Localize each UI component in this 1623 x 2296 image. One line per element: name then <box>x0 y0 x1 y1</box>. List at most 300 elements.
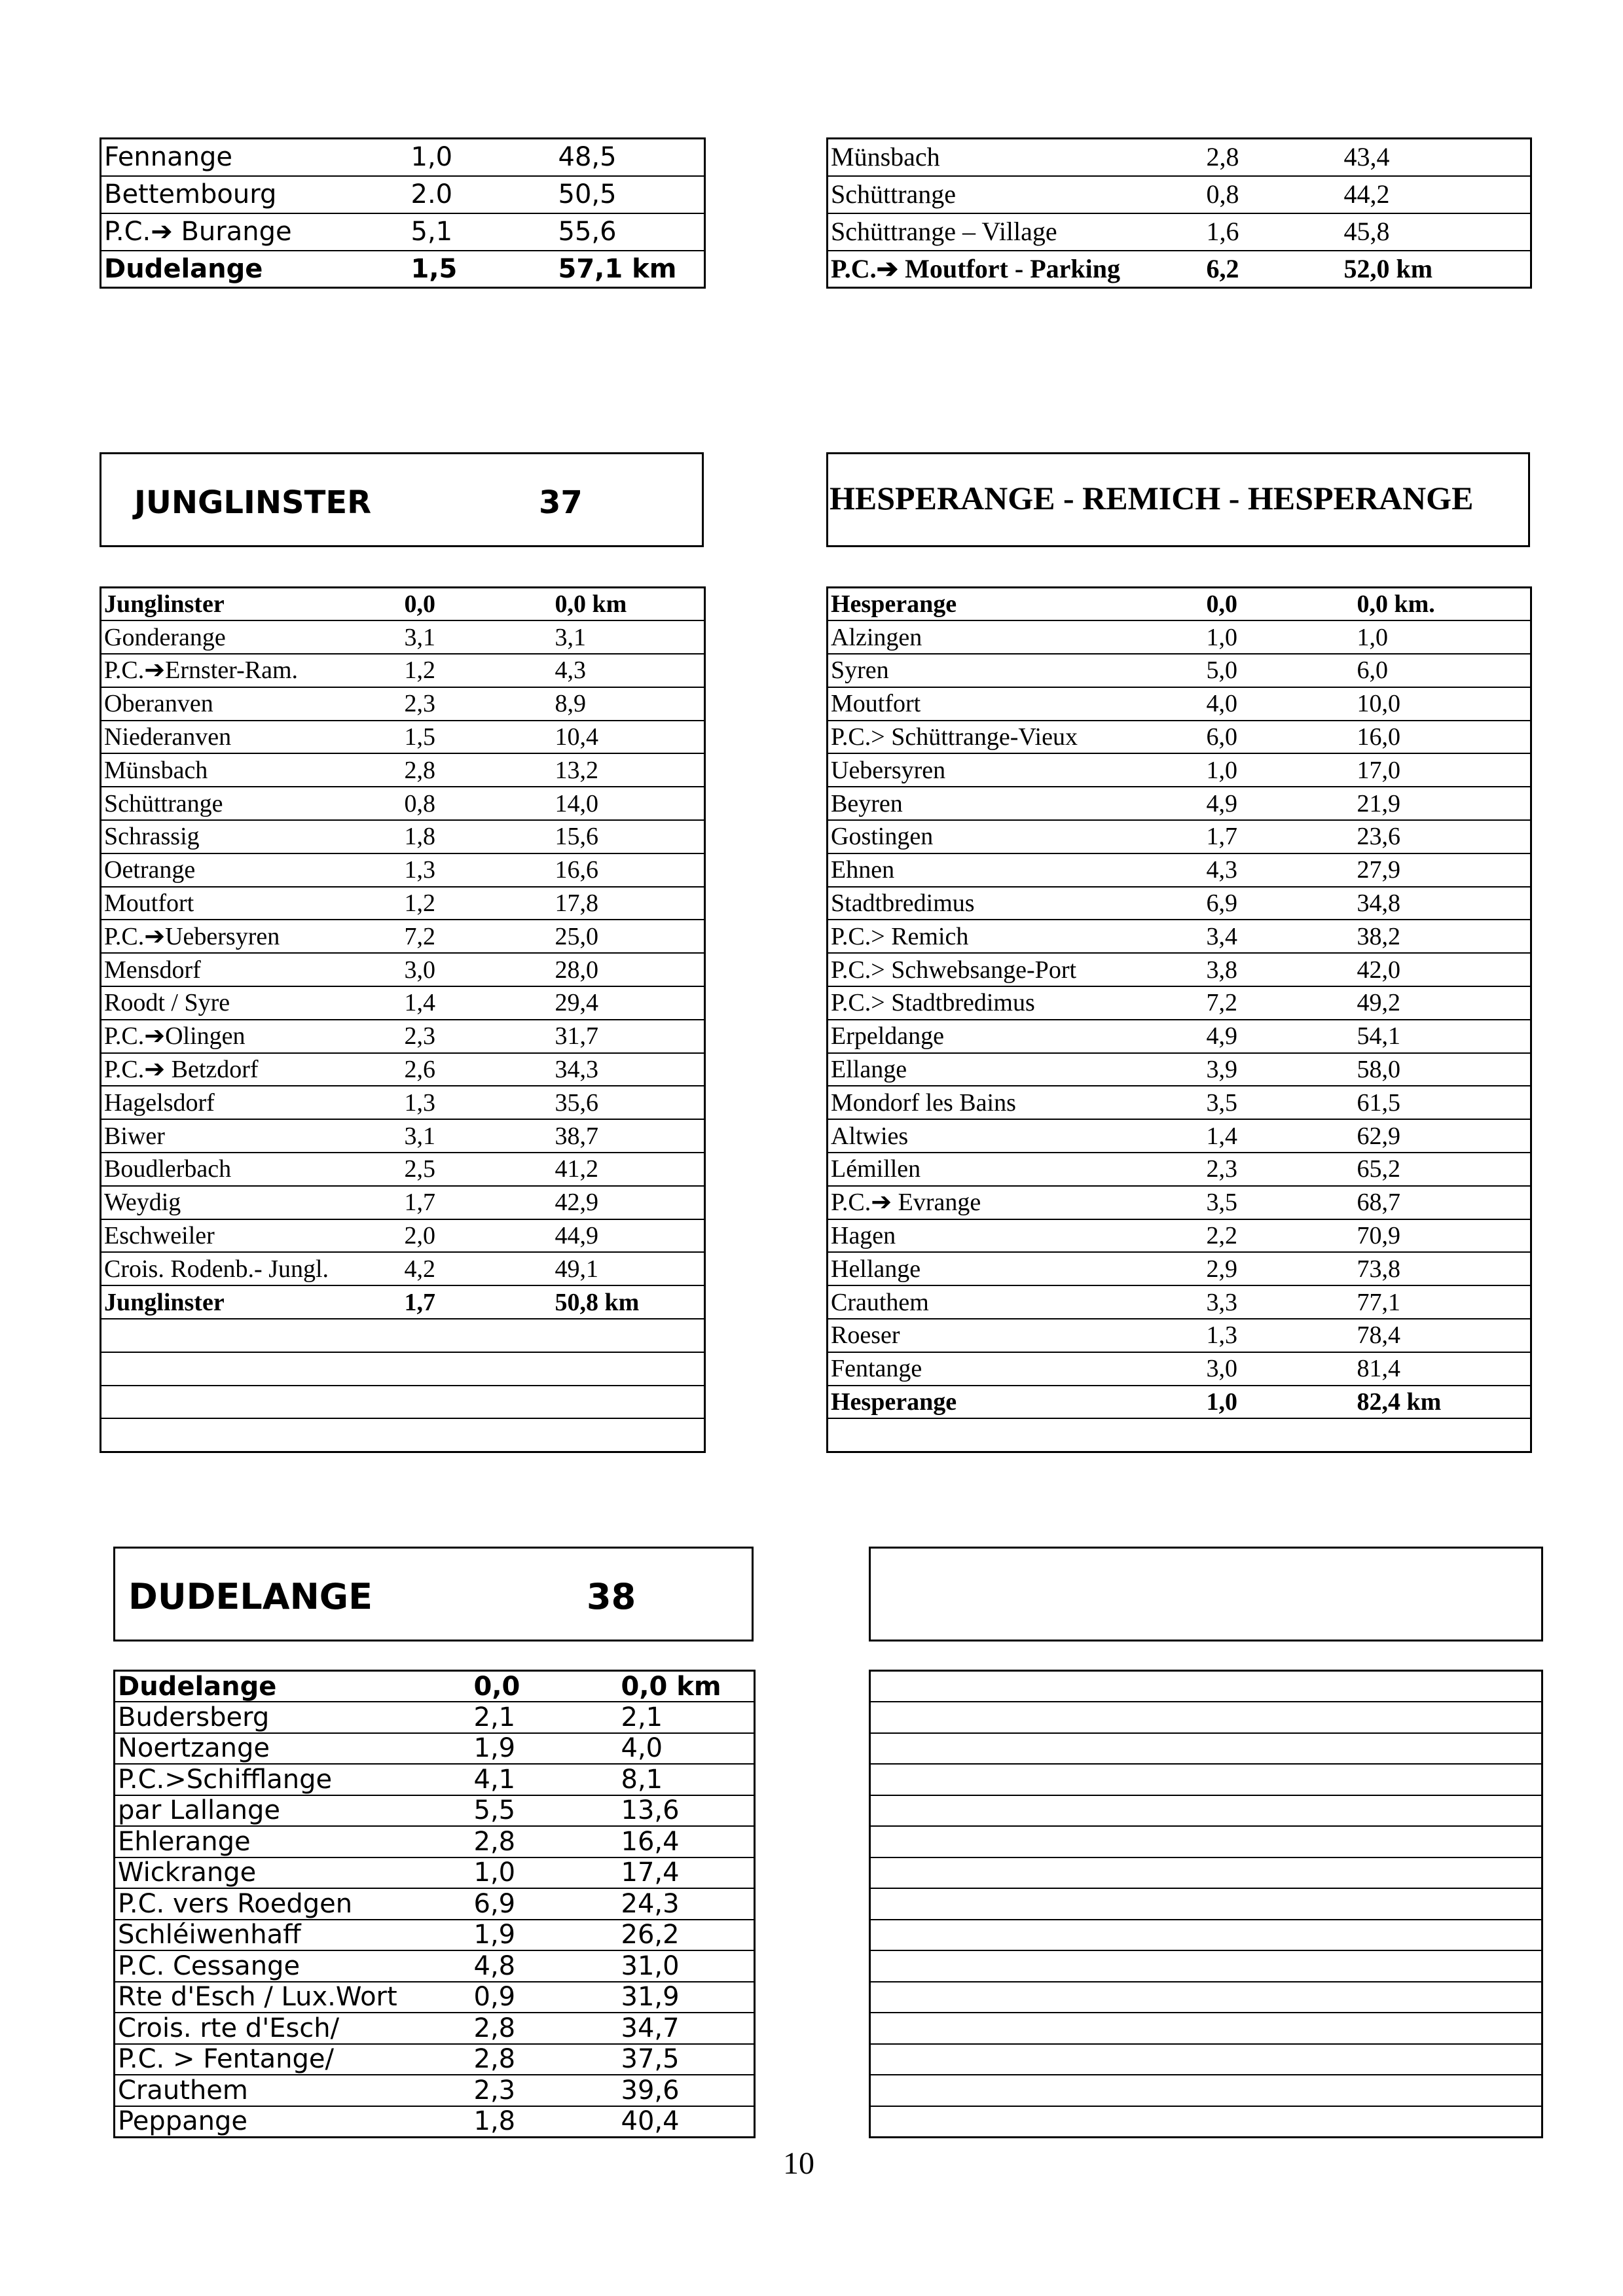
place-name: P.C.➔ Burange <box>101 213 409 251</box>
table-row <box>828 953 1531 986</box>
table-row <box>828 1386 1531 1419</box>
place-name: Niederanven <box>101 721 402 754</box>
place-name: Syren <box>828 654 1204 687</box>
cumulative-distance: 43,4 <box>1343 142 1390 172</box>
table-row <box>828 887 1531 920</box>
table-row <box>101 213 705 251</box>
segment-distance: 5,0 <box>1204 654 1355 687</box>
segment-distance: 1,9 <box>471 1920 619 1951</box>
place-name: Hellange <box>828 1252 1204 1285</box>
cumulative-distance: 17,0 <box>1355 753 1531 787</box>
segment-distance: 2,3 <box>402 1020 553 1053</box>
place-name: Roodt / Syre <box>101 986 402 1020</box>
table-row <box>828 1319 1531 1352</box>
table-row <box>101 953 705 986</box>
table-row <box>115 1888 755 1920</box>
cumulative-distance: 1,0 <box>1355 620 1531 654</box>
segment-distance: 6,2 <box>1204 251 1341 288</box>
table-row <box>115 1982 755 2013</box>
place-name <box>101 1319 402 1352</box>
table-row <box>101 588 705 621</box>
table-row <box>101 1053 705 1086</box>
empty-cell <box>870 1671 1542 1702</box>
segment-distance: 4,9 <box>1204 787 1355 820</box>
place-name: Hesperange <box>828 1386 1204 1419</box>
table-row <box>870 2106 1542 2138</box>
hesperange-title-box <box>826 452 1530 547</box>
segment-distance: 1,6 <box>1204 213 1341 251</box>
cumulative-distance: 81,4 <box>1355 1352 1531 1386</box>
table-row <box>115 1671 755 1702</box>
place-name: Fentange <box>828 1352 1204 1386</box>
empty-cell <box>870 2106 1542 2138</box>
cumulative-distance: 31,0 <box>619 1950 755 1982</box>
table-row <box>101 654 705 687</box>
cumulative-distance: 16,6 <box>553 853 705 887</box>
table-row <box>828 687 1531 721</box>
table-row <box>828 1186 1531 1219</box>
table-row <box>115 1764 755 1795</box>
place-name: P.C.> Remich <box>828 920 1204 953</box>
place-name: Peppange <box>115 2106 471 2138</box>
place-name <box>101 1352 402 1386</box>
table-row <box>828 1252 1531 1285</box>
cumulative-distance: 31,9 <box>619 1982 755 2013</box>
empty-cell <box>870 1982 1542 2013</box>
place-name: Moutfort <box>101 887 402 920</box>
cumulative-distance: 0,0 km. <box>1357 590 1435 619</box>
place-name: P.C. > Fentange/ <box>115 2044 471 2075</box>
cumulative-distance: 77,1 <box>1355 1285 1531 1319</box>
table-row <box>870 1888 1542 1920</box>
segment-distance <box>402 1319 553 1352</box>
table-row <box>828 1153 1531 1186</box>
cumulative-distance: 17,4 <box>619 1857 755 1889</box>
cumulative-distance: 49,2 <box>1355 986 1531 1020</box>
table-row <box>870 1671 1542 1702</box>
place-name: Roeser <box>828 1319 1204 1352</box>
segment-distance: 4,9 <box>1204 1020 1355 1053</box>
empty-cell <box>870 1920 1542 1951</box>
cumulative-distance: 42,9 <box>553 1186 705 1219</box>
place-name: Beyren <box>828 787 1204 820</box>
empty-cell <box>870 1733 1542 1765</box>
segment-distance: 2,0 <box>402 1219 553 1253</box>
cumulative-distance <box>553 1352 705 1386</box>
empty-table <box>869 1670 1543 2138</box>
table-row <box>115 2106 755 2138</box>
cumulative-distance: 57,1 km <box>556 251 705 288</box>
segment-distance: 7,2 <box>402 920 553 953</box>
cumulative-distance: 82,4 km <box>1355 1386 1531 1419</box>
cumulative-distance: 8,9 <box>553 687 705 721</box>
cumulative-distance: 50,8 km <box>553 1285 705 1319</box>
cumulative-distance: 52,0 km <box>1341 251 1531 288</box>
segment-distance <box>402 1418 553 1452</box>
place-name <box>828 1418 1204 1452</box>
segment-distance: 4,3 <box>1204 853 1355 887</box>
table-row <box>101 1119 705 1153</box>
place-name: P.C. Cessange <box>115 1950 471 1982</box>
cumulative-distance: 25,0 <box>553 920 705 953</box>
table-row <box>870 1920 1542 1951</box>
table-row <box>101 787 705 820</box>
place-name: P.C.➔ Betzdorf <box>101 1053 402 1086</box>
cumulative-distance: 68,7 <box>1355 1186 1531 1219</box>
cumulative-distance: 55,6 <box>556 213 705 251</box>
table-row <box>115 1826 755 1857</box>
table-row <box>101 1319 705 1352</box>
table-row <box>828 176 1531 213</box>
dudelange-route-number: 38 <box>587 1576 636 1617</box>
table-row <box>828 1219 1531 1253</box>
table-row <box>828 251 1531 288</box>
segment-distance: 2.0 <box>409 176 556 213</box>
cumulative-distance: 8,1 <box>619 1764 755 1795</box>
empty-cell <box>870 2013 1542 2044</box>
place-name: Dudelange <box>101 251 409 288</box>
cumulative-distance: 0,0 km <box>555 590 627 619</box>
segment-distance: 2,2 <box>1204 1219 1355 1253</box>
cumulative-distance: 10,0 <box>1355 687 1531 721</box>
segment-distance: 1,0 <box>471 1857 619 1889</box>
place-name: Dudelange <box>118 1671 277 1702</box>
place-name: Crauthem <box>115 2075 471 2106</box>
segment-distance: 2,8 <box>471 1826 619 1857</box>
top-right-route-table <box>826 137 1530 289</box>
table-row <box>828 1086 1531 1119</box>
table-row <box>828 1418 1531 1452</box>
segment-distance: 6,9 <box>1204 887 1355 920</box>
cumulative-distance: 34,7 <box>619 2013 755 2044</box>
segment-distance: 1,7 <box>402 1285 553 1319</box>
place-name: Budersberg <box>115 1702 471 1733</box>
place-name <box>101 1386 402 1419</box>
table-row <box>101 753 705 787</box>
table-row <box>101 1153 705 1186</box>
place-name: Moutfort <box>828 687 1204 721</box>
table-row <box>870 1733 1542 1765</box>
empty-cell <box>870 2044 1542 2075</box>
cumulative-distance: 38,7 <box>553 1119 705 1153</box>
place-name: P.C.> Stadtbredimus <box>828 986 1204 1020</box>
empty-cell <box>870 1888 1542 1920</box>
table-row <box>870 1826 1542 1857</box>
segment-distance: 2,3 <box>471 2075 619 2106</box>
segment-distance: 1,4 <box>402 986 553 1020</box>
junglinster-title: JUNGLINSTER <box>134 484 372 521</box>
cumulative-distance: 35,6 <box>553 1086 705 1119</box>
dudelange-route-table <box>113 1670 754 2138</box>
empty-cell <box>870 2075 1542 2106</box>
segment-distance: 1,8 <box>471 2106 619 2138</box>
cumulative-distance: 44,9 <box>553 1219 705 1253</box>
table-row <box>870 1982 1542 2013</box>
table-row <box>870 1764 1542 1795</box>
cumulative-distance: 48,5 <box>558 142 617 173</box>
segment-distance: 7,2 <box>1204 986 1355 1020</box>
cumulative-distance: 16,4 <box>619 1826 755 1857</box>
table-row <box>828 920 1531 953</box>
table-row <box>828 654 1531 687</box>
place-name: P.C.➔ Evrange <box>828 1186 1204 1219</box>
cumulative-distance: 4,0 <box>619 1733 755 1765</box>
segment-distance: 6,0 <box>1204 721 1355 754</box>
cumulative-distance: 78,4 <box>1355 1319 1531 1352</box>
place-name: Junglinster <box>104 590 225 619</box>
place-name: Erpeldange <box>828 1020 1204 1053</box>
table-row <box>101 1020 705 1053</box>
place-name: Schüttrange – Village <box>828 213 1204 251</box>
place-name: Oetrange <box>101 853 402 887</box>
top-left-table <box>100 137 706 289</box>
table-row <box>870 1702 1542 1733</box>
place-name: P.C. vers Roedgen <box>115 1888 471 1920</box>
place-name: P.C.➔Uebersyren <box>101 920 402 953</box>
table-row <box>828 588 1531 621</box>
junglinster-title-box <box>100 452 704 547</box>
cumulative-distance: 16,0 <box>1355 721 1531 754</box>
table-row <box>115 2044 755 2075</box>
table-row <box>101 139 705 176</box>
hesperange-route-table <box>826 586 1530 1453</box>
cumulative-distance: 62,9 <box>1355 1119 1531 1153</box>
place-name: Hesperange <box>831 590 957 619</box>
table-row <box>101 620 705 654</box>
segment-distance: 1,2 <box>402 654 553 687</box>
place-name: P.C.➔Olingen <box>101 1020 402 1053</box>
cumulative-distance <box>553 1319 705 1352</box>
place-name: Altwies <box>828 1119 1204 1153</box>
cumulative-distance: 15,6 <box>553 820 705 853</box>
segment-distance: 2,3 <box>1204 1153 1355 1186</box>
junglinster-route-number: 37 <box>539 484 583 521</box>
cumulative-distance: 0,0 km <box>621 1671 721 1702</box>
segment-distance: 2,5 <box>402 1153 553 1186</box>
segment-distance: 2,3 <box>402 687 553 721</box>
segment-distance: 3,5 <box>1204 1186 1355 1219</box>
table-row <box>115 1733 755 1765</box>
cumulative-distance: 34,3 <box>553 1053 705 1086</box>
table-row <box>828 620 1531 654</box>
cumulative-distance: 34,8 <box>1355 887 1531 920</box>
segment-distance: 2,8 <box>402 753 553 787</box>
dudelange-title: DUDELANGE <box>128 1576 373 1617</box>
table-row <box>828 213 1531 251</box>
place-name: Hagelsdorf <box>101 1086 402 1119</box>
place-name: Fennange <box>104 142 232 173</box>
table-row <box>828 986 1531 1020</box>
empty-cell <box>870 1826 1542 1857</box>
table-row <box>828 1352 1531 1386</box>
segment-distance: 2,9 <box>1204 1252 1355 1285</box>
table-row <box>101 176 705 213</box>
cumulative-distance: 50,5 <box>556 176 705 213</box>
segment-distance: 1,3 <box>1204 1319 1355 1352</box>
segment-distance <box>402 1386 553 1419</box>
table-row <box>828 853 1531 887</box>
table-row <box>870 2013 1542 2044</box>
place-name: Schléiwenhaff <box>115 1920 471 1951</box>
empty-cell <box>870 1857 1542 1889</box>
segment-distance: 1,3 <box>402 853 553 887</box>
cumulative-distance: 70,9 <box>1355 1219 1531 1253</box>
place-name: Hagen <box>828 1219 1204 1253</box>
segment-distance: 1,5 <box>402 721 553 754</box>
segment-distance: 3,5 <box>1204 1086 1355 1119</box>
hesperange-title: HESPERANGE - REMICH - HESPERANGE <box>830 480 1474 516</box>
table-row <box>101 687 705 721</box>
cumulative-distance <box>553 1418 705 1452</box>
table-row <box>101 853 705 887</box>
table-row <box>101 1352 705 1386</box>
empty-cell <box>870 1702 1542 1733</box>
segment-distance: 4,1 <box>471 1764 619 1795</box>
segment-distance <box>1204 1418 1355 1452</box>
table-row <box>828 721 1531 754</box>
place-name: P.C.➔Ernster-Ram. <box>101 654 402 687</box>
cumulative-distance: 31,7 <box>553 1020 705 1053</box>
cumulative-distance: 58,0 <box>1355 1053 1531 1086</box>
place-name: Bettembourg <box>101 176 409 213</box>
segment-distance: 1,7 <box>1204 820 1355 853</box>
cumulative-distance: 23,6 <box>1355 820 1531 853</box>
table-row <box>870 2075 1542 2106</box>
cumulative-distance: 65,2 <box>1355 1153 1531 1186</box>
table-row <box>101 1252 705 1285</box>
table-row <box>101 920 705 953</box>
table-row <box>828 820 1531 853</box>
place-name: Crois. Rodenb.- Jungl. <box>101 1252 402 1285</box>
segment-distance: 2,8 <box>1206 142 1239 172</box>
place-name: Weydig <box>101 1186 402 1219</box>
cumulative-distance: 45,8 <box>1341 213 1531 251</box>
place-name: Uebersyren <box>828 753 1204 787</box>
segment-distance: 0,0 <box>1206 590 1237 619</box>
table-row <box>115 2013 755 2044</box>
cumulative-distance: 4,3 <box>553 654 705 687</box>
cumulative-distance: 49,1 <box>553 1252 705 1285</box>
empty-route-table <box>869 1670 1543 2138</box>
cumulative-distance: 42,0 <box>1355 953 1531 986</box>
segment-distance: 3,3 <box>1204 1285 1355 1319</box>
cumulative-distance: 2,1 <box>619 1702 755 1733</box>
cumulative-distance: 13,6 <box>619 1795 755 1827</box>
place-name: Ehnen <box>828 853 1204 887</box>
place-name: Mondorf les Bains <box>828 1086 1204 1119</box>
place-name: Eschweiler <box>101 1219 402 1253</box>
segment-distance: 3,9 <box>1204 1053 1355 1086</box>
table-row <box>870 1950 1542 1982</box>
table-row <box>828 1119 1531 1153</box>
segment-distance: 3,1 <box>402 1119 553 1153</box>
segment-distance: 4,8 <box>471 1950 619 1982</box>
cumulative-distance: 13,2 <box>553 753 705 787</box>
table-row <box>870 1795 1542 1827</box>
place-name: Gostingen <box>828 820 1204 853</box>
segment-distance: 6,9 <box>471 1888 619 1920</box>
segment-distance: 1,0 <box>410 142 453 173</box>
table-row <box>101 1219 705 1253</box>
segment-distance: 3,1 <box>402 620 553 654</box>
table-row <box>101 986 705 1020</box>
segment-distance: 1,9 <box>471 1733 619 1765</box>
place-name: Schrassig <box>101 820 402 853</box>
segment-distance: 1,0 <box>1204 620 1355 654</box>
segment-distance: 3,4 <box>1204 920 1355 953</box>
page-number: 10 <box>783 2146 814 2181</box>
empty-title-box <box>869 1547 1543 1641</box>
place-name: Boudlerbach <box>101 1153 402 1186</box>
segment-distance: 1,4 <box>1204 1119 1355 1153</box>
cumulative-distance: 17,8 <box>553 887 705 920</box>
cumulative-distance: 73,8 <box>1355 1252 1531 1285</box>
segment-distance: 1,0 <box>1204 1386 1355 1419</box>
empty-cell <box>870 1764 1542 1795</box>
place-name: Junglinster <box>101 1285 402 1319</box>
segment-distance: 1,7 <box>402 1186 553 1219</box>
junglinster-table <box>100 586 706 1453</box>
place-name: Mensdorf <box>101 953 402 986</box>
segment-distance: 3,0 <box>1204 1352 1355 1386</box>
table-row <box>101 1186 705 1219</box>
place-name: Münsbach <box>101 753 402 787</box>
dudelange-title-box <box>113 1547 754 1641</box>
segment-distance: 1,2 <box>402 887 553 920</box>
hesperange-table <box>826 586 1532 1453</box>
segment-distance: 1,5 <box>409 251 556 288</box>
cumulative-distance: 29,4 <box>553 986 705 1020</box>
cumulative-distance: 21,9 <box>1355 787 1531 820</box>
segment-distance: 1,0 <box>1204 753 1355 787</box>
table-row <box>828 787 1531 820</box>
place-name: Crauthem <box>828 1285 1204 1319</box>
cumulative-distance: 37,5 <box>619 2044 755 2075</box>
place-name: Crois. rte d'Esch/ <box>115 2013 471 2044</box>
place-name: Gonderange <box>101 620 402 654</box>
segment-distance: 2,1 <box>471 1702 619 1733</box>
place-name: Schüttrange <box>101 787 402 820</box>
place-name: Schüttrange <box>828 176 1204 213</box>
segment-distance: 1,8 <box>402 820 553 853</box>
table-row <box>101 1285 705 1319</box>
table-row <box>101 251 705 288</box>
cumulative-distance: 38,2 <box>1355 920 1531 953</box>
cumulative-distance: 10,4 <box>553 721 705 754</box>
cumulative-distance: 41,2 <box>553 1153 705 1186</box>
segment-distance: 1,3 <box>402 1086 553 1119</box>
cumulative-distance: 28,0 <box>553 953 705 986</box>
cumulative-distance: 40,4 <box>619 2106 755 2138</box>
empty-cell <box>870 1795 1542 1827</box>
table-row <box>828 1285 1531 1319</box>
segment-distance: 0,9 <box>471 1982 619 2013</box>
place-name: par Lallange <box>115 1795 471 1827</box>
cumulative-distance: 26,2 <box>619 1920 755 1951</box>
segment-distance: 3,0 <box>402 953 553 986</box>
cumulative-distance: 39,6 <box>619 2075 755 2106</box>
table-row <box>101 887 705 920</box>
segment-distance: 2,8 <box>471 2044 619 2075</box>
segment-distance: 2,8 <box>471 2013 619 2044</box>
place-name: Alzingen <box>828 620 1204 654</box>
cumulative-distance: 14,0 <box>553 787 705 820</box>
segment-distance: 0,0 <box>473 1671 520 1702</box>
cumulative-distance: 3,1 <box>553 620 705 654</box>
place-name: Münsbach <box>831 142 940 172</box>
dudelange-table <box>113 1670 756 2138</box>
cumulative-distance: 6,0 <box>1355 654 1531 687</box>
